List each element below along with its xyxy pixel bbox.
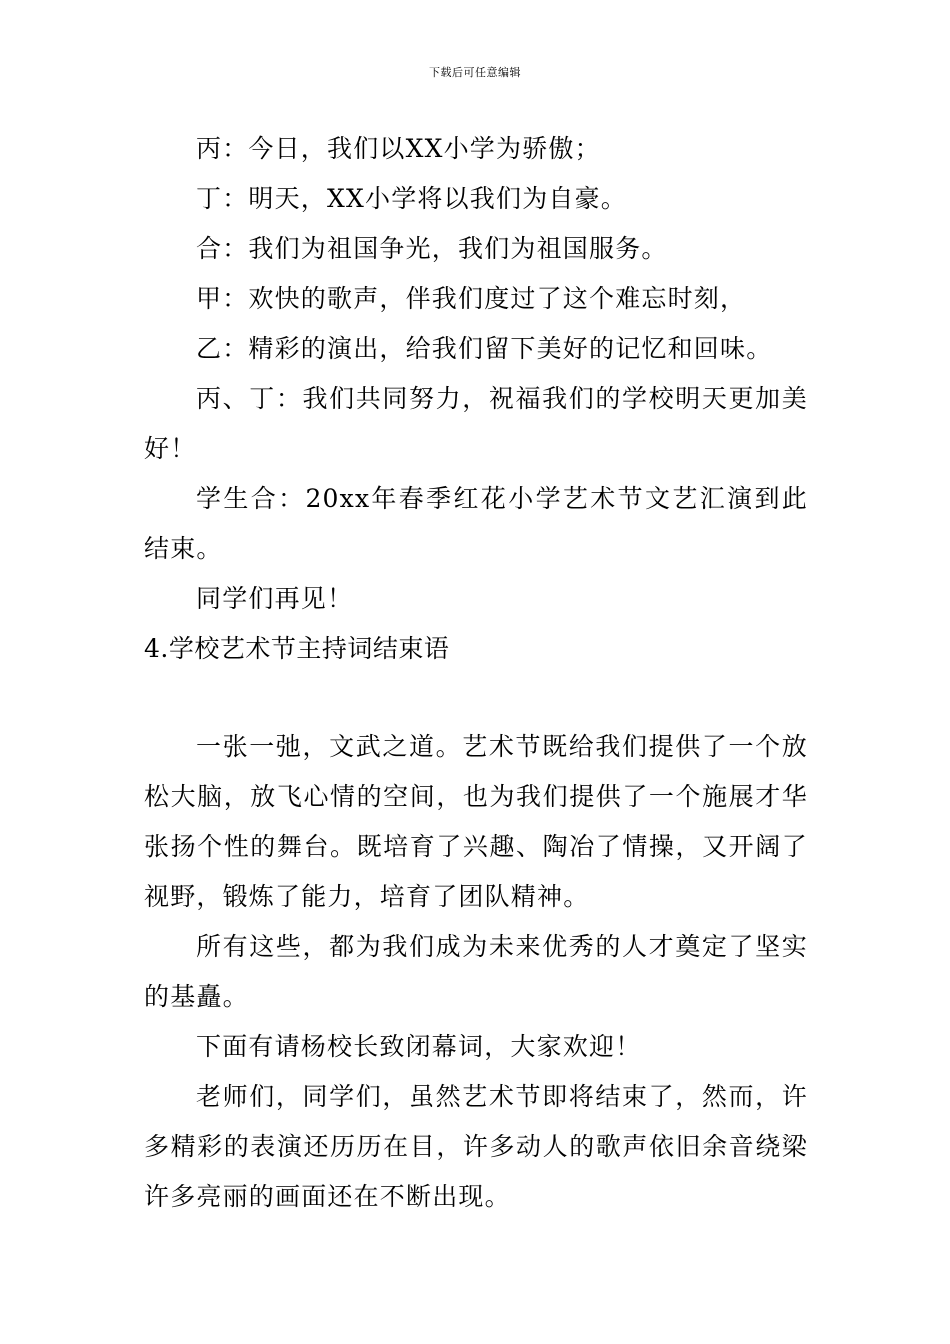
paragraph: 所有这些，都为我们成为未来优秀的人才奠定了坚实的基矗。 — [144, 932, 808, 1011]
dialogue-line-jia: 甲：欢快的歌声，伴我们度过了这个难忘时刻， — [196, 284, 747, 313]
document-body — [144, 124, 808, 1222]
paragraph: 一张一弛，文武之道。艺术节既给我们提供了一个放松大脑，放飞心情的空间，也为我们提供了一个施展才华张扬个性的舞台。既培育了兴趣、陶冶了情操，又开阔了视野，锻炼了能力，培育了团队精神。 — [144, 732, 808, 911]
dialogue-line-ding: 丁：明天，XX小学将以我们为自豪。 — [196, 184, 627, 213]
dialogue-line-bing-ding: 丙、丁：我们共同努力，祝福我们的学校明天更加美好！ — [144, 384, 808, 463]
dialogue-line-bing: 丙：今日，我们以XX小学为骄傲； — [196, 134, 601, 163]
paragraph: 下面有请杨校长致闭幕词，大家欢迎！ — [196, 1032, 642, 1061]
dialogue-line-goodbye: 同学们再见！ — [196, 584, 354, 613]
dialogue-line-yi: 乙：精彩的演出，给我们留下美好的记忆和回味。 — [196, 334, 773, 363]
paragraph: 老师们，同学们，虽然艺术节即将结束了，然而，许多精彩的表演还历历在目，许多动人的歌声依旧余音绕梁许多亮丽的画面还在不断出现。 — [144, 1082, 808, 1211]
dialogue-line-students: 学生合：20xx年春季红花小学艺术节文艺汇演到此结束。 — [144, 484, 808, 563]
dialogue-line-he: 合：我们为祖国争光，我们为祖国服务。 — [196, 234, 668, 263]
page-header: 下载后可任意编辑 — [429, 66, 521, 79]
section-title: 4.学校艺术节主持词结束语 — [144, 634, 450, 663]
